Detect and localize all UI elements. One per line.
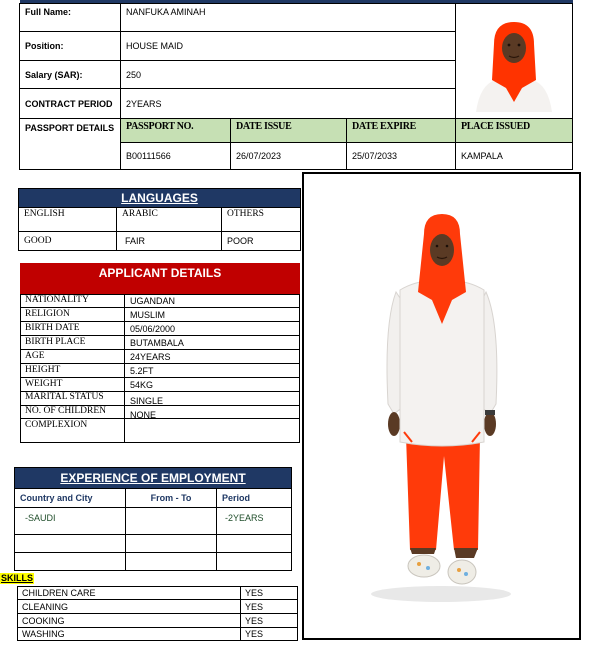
position-label: Position: (19, 31, 121, 61)
skill-name: CHILDREN CARE (22, 588, 96, 598)
experience-title-text: EXPERIENCE OF EMPLOYMENT (60, 471, 246, 485)
salary-label: Salary (SAR): (19, 60, 121, 89)
detail-value-marital-status: SINGLE (130, 396, 164, 406)
detail-label-nationality: NATIONALITY (25, 295, 89, 305)
skills-title: SKILLS (1, 573, 34, 583)
level-others: POOR (221, 231, 301, 251)
experience-period: -2YEARS (216, 507, 292, 535)
skill-name: WASHING (22, 629, 65, 639)
skill-value: YES (245, 616, 264, 626)
experience-header-period: Period (216, 488, 292, 508)
experience-title (14, 467, 292, 489)
skill-row-line (17, 627, 298, 628)
languages-title (18, 188, 301, 208)
experience-from-to (125, 507, 217, 535)
detail-value-children: NONE (130, 410, 157, 420)
detail-row-line (20, 321, 300, 322)
detail-value-religion: MUSLIM (130, 310, 166, 320)
place-issued-header: PLACE ISSUED (455, 118, 573, 143)
contract-value: 2YEARS (120, 88, 456, 119)
experience-empty-cell (125, 534, 217, 553)
passport-no-value: B00111566 (120, 142, 231, 170)
detail-value-birth-place: BUTAMBALA (130, 338, 184, 348)
detail-value-age: 24YEARS (130, 352, 171, 362)
full-name-value: NANFUKA AMINAH (120, 3, 456, 32)
applicant-portrait-small (456, 4, 572, 118)
detail-row-line (20, 377, 300, 378)
skill-name: CLEANING (22, 602, 69, 612)
detail-value-weight: 54KG (130, 380, 154, 390)
language-english: ENGLISH (18, 207, 117, 232)
place-issued-value: KAMPALA (455, 142, 573, 170)
applicant-column-divider (124, 294, 125, 443)
detail-value-height: 5.2FT (130, 366, 154, 376)
passport-details-label: PASSPORT DETAILS (19, 118, 121, 170)
date-issue-header: DATE ISSUE (230, 118, 347, 143)
applicant-full-body-photo (304, 174, 579, 638)
skill-value: YES (245, 602, 264, 612)
detail-row-line (20, 418, 300, 419)
experience-header-from-to: From - To (125, 488, 217, 508)
skill-row-line (17, 613, 298, 614)
detail-label-birth-place: BIRTH PLACE (25, 337, 86, 347)
language-arabic: ARABIC (116, 207, 222, 232)
date-expire-value: 25/07/2033 (346, 142, 456, 170)
experience-empty-cell (125, 552, 217, 571)
date-issue-value: 26/07/2023 (230, 142, 347, 170)
detail-label-complexion: COMPLEXION (25, 420, 88, 430)
detail-label-height: HEIGHT (25, 365, 61, 375)
detail-value-birth-date: 05/06/2000 (130, 324, 176, 334)
detail-row-line (20, 335, 300, 336)
salary-value: 250 (120, 60, 456, 89)
full-name-label: Full Name: (19, 3, 121, 32)
passport-no-header: PASSPORT NO. (120, 118, 231, 143)
languages-title-text: LANGUAGES (121, 191, 198, 205)
detail-label-religion: RELIGION (25, 309, 70, 319)
detail-row-line (20, 349, 300, 350)
detail-row-line (20, 307, 300, 308)
experience-header-country: Country and City (14, 488, 126, 508)
experience-empty-cell (216, 552, 292, 571)
level-english: GOOD (18, 231, 117, 251)
detail-label-marital-status: MARITAL STATUS (25, 392, 104, 402)
experience-empty-cell (216, 534, 292, 553)
detail-label-birth-date: BIRTH DATE (25, 323, 80, 333)
skill-row-line (17, 599, 298, 600)
language-others: OTHERS (221, 207, 301, 232)
position-value: HOUSE MAID (120, 31, 456, 61)
experience-empty-cell (14, 552, 126, 571)
date-expire-header: DATE EXPIRE (346, 118, 456, 143)
small-photo-cell (455, 3, 573, 119)
experience-country: -SAUDI (14, 507, 126, 535)
experience-empty-cell (14, 534, 126, 553)
detail-value-nationality: UGANDAN (130, 296, 176, 306)
applicant-details-title: APPLICANT DETAILS (20, 263, 300, 294)
skill-name: COOKING (22, 616, 65, 626)
level-arabic: FAIR (116, 231, 222, 251)
skill-value: YES (245, 588, 264, 598)
full-body-photo-frame (302, 172, 581, 640)
detail-label-weight: WEIGHT (25, 379, 63, 389)
detail-label-children: NO. OF CHILDREN (25, 406, 107, 416)
contract-label: CONTRACT PERIOD (19, 88, 121, 119)
detail-row-line (20, 363, 300, 364)
skill-value: YES (245, 629, 264, 639)
detail-label-age: AGE (25, 351, 45, 361)
